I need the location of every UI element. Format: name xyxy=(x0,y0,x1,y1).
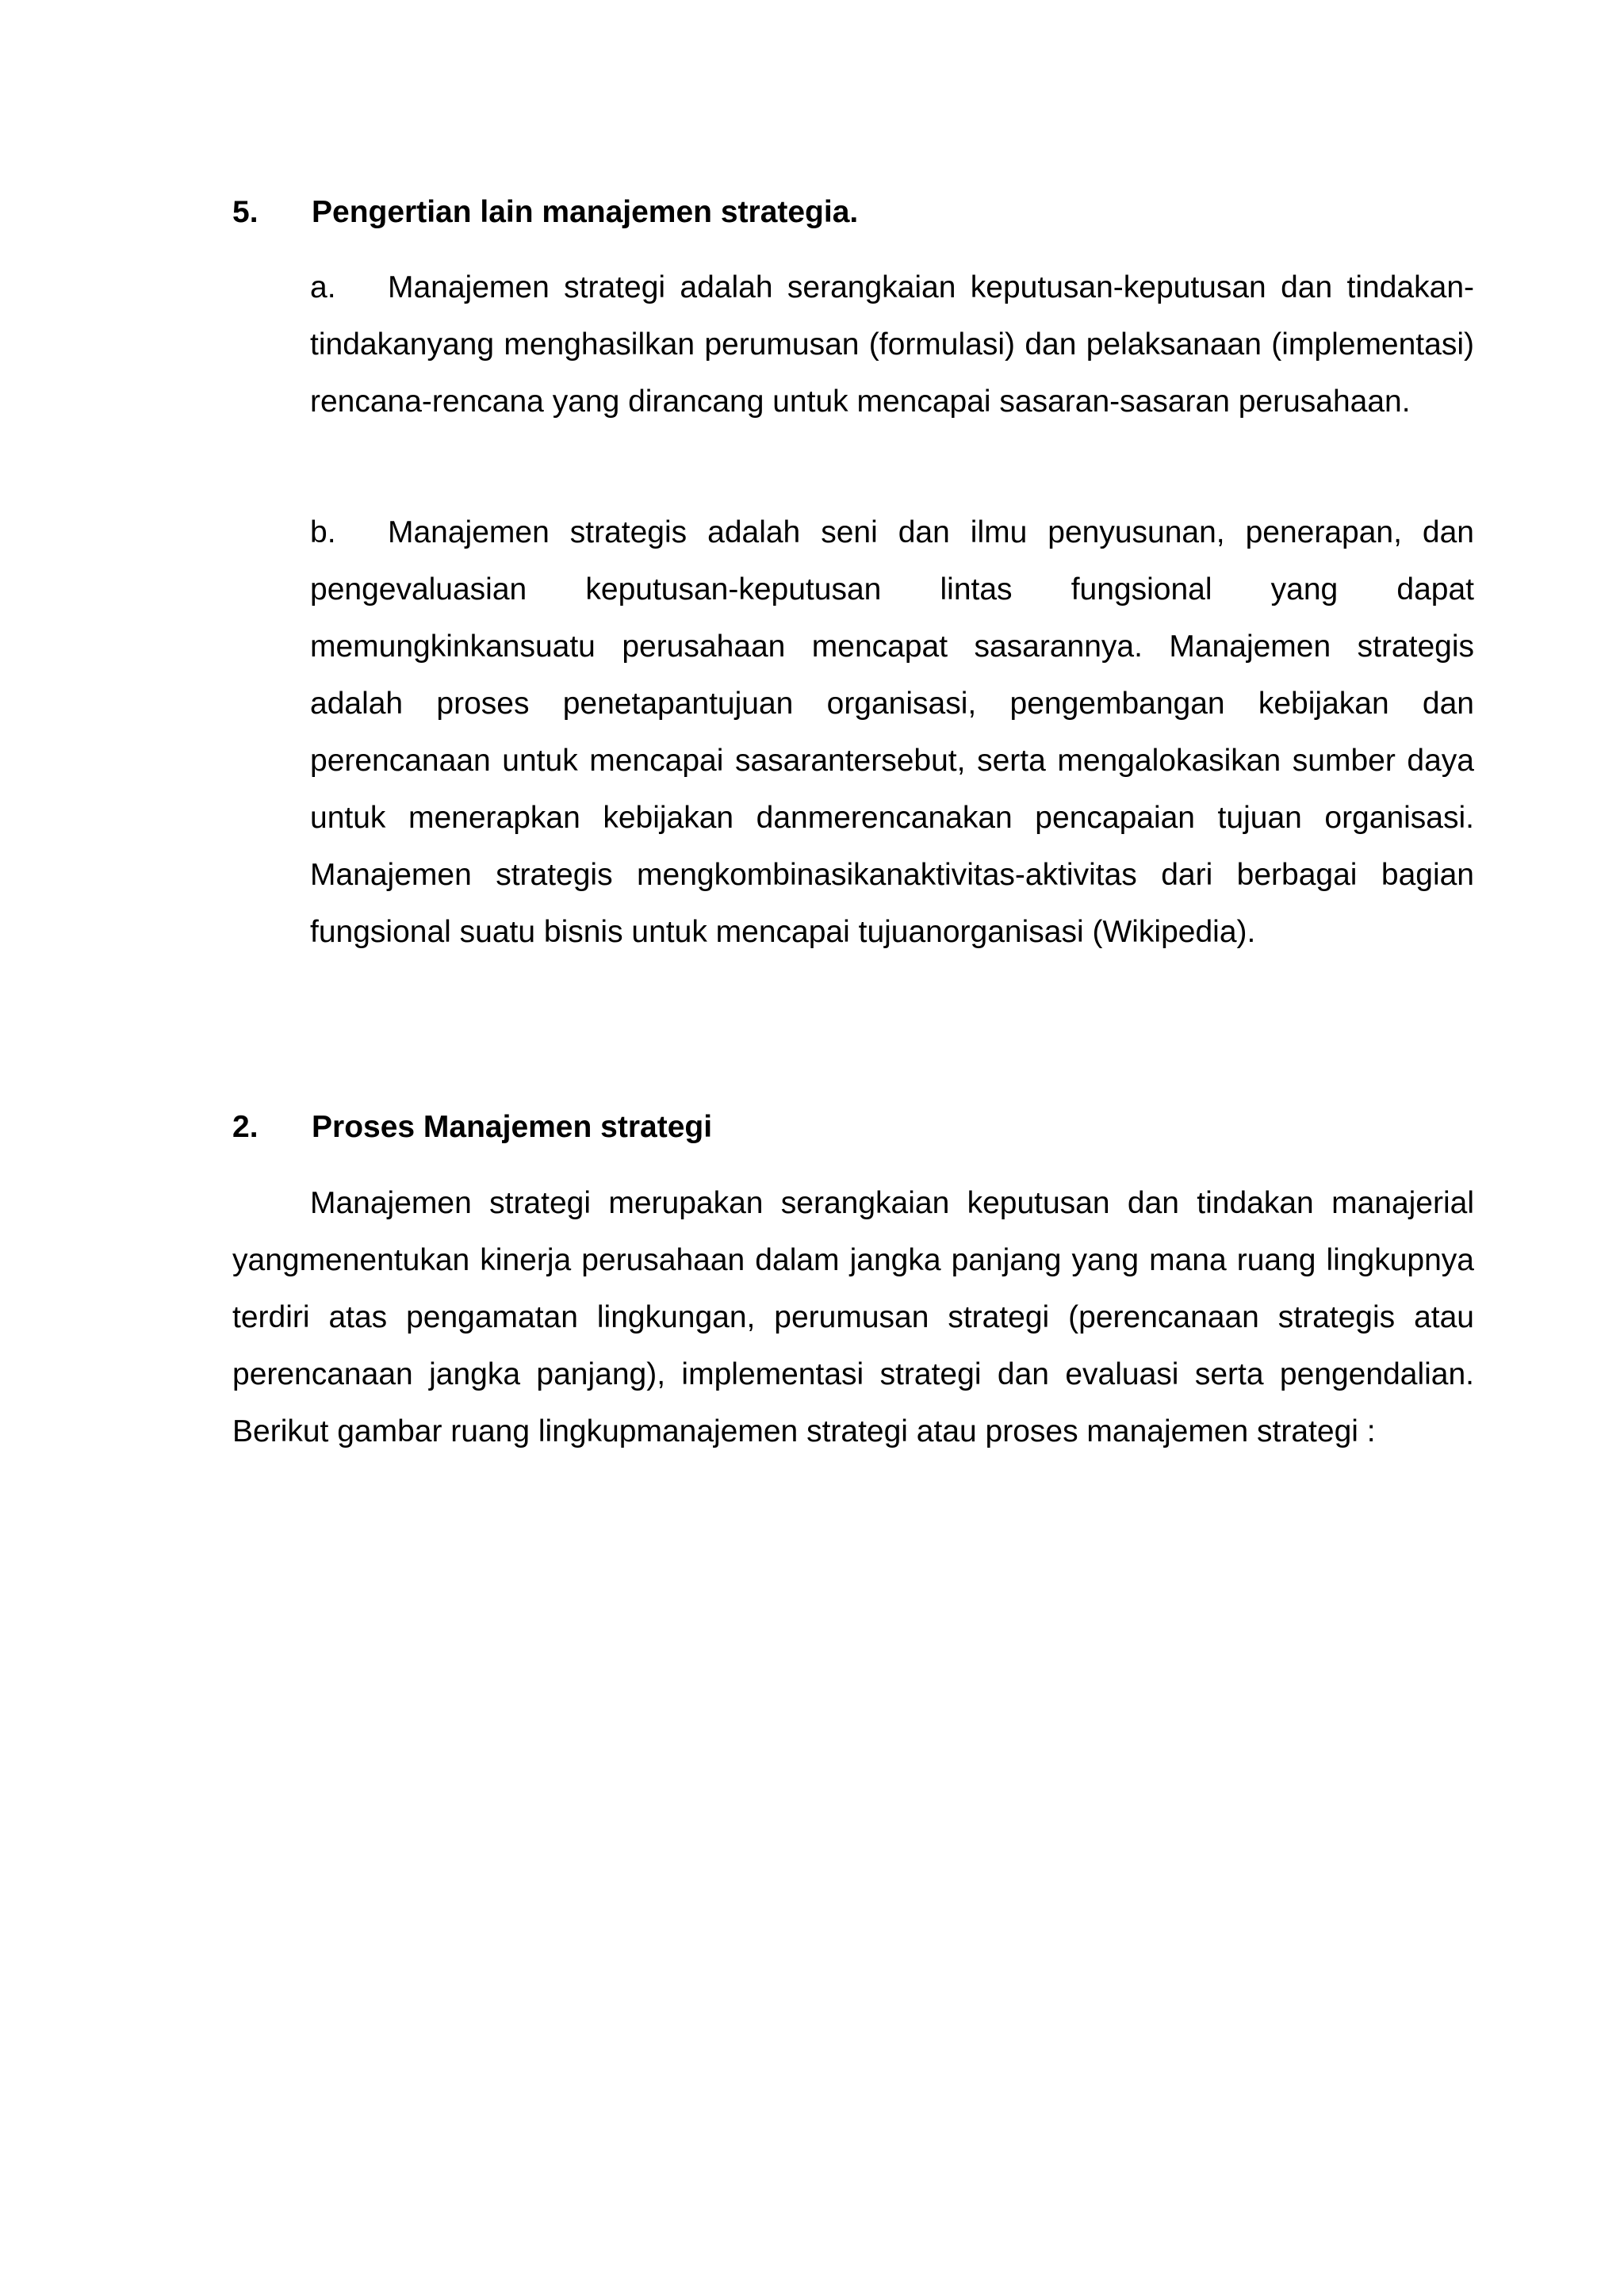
list-item-a xyxy=(310,259,1474,430)
section-2-number: 2. xyxy=(232,1110,259,1144)
list-item-a-marker: a. xyxy=(310,270,336,304)
section-2-heading xyxy=(232,1108,712,1146)
list-item-b-text: Manajemen strategis adalah seni dan ilmu penyusunan, penerapan, dan pengevaluasian keputusan-keputusan lintas fungsional yang dapat memungkinkansuatu perusahaan mencapat sasarannya. Manajemen strategis adalah proses penetapantujuan organisasi, pengembangan kebijakan dan perencanaan untuk mencapai sasarantersebut, serta mengalokasikan sumber daya untuk menerapkan kebijakan danmerencanakan pencapaian tujuan organisasi. Manajemen strategis mengkombinasikanaktivitas-aktivitas dari berbagai bagian fungsional suatu bisnis untuk mencapai tujuanorganisasi (Wikipedia). xyxy=(310,515,1474,949)
section-2-title: Proses Manajemen strategi xyxy=(312,1110,713,1144)
section-5-title: Pengertian lain manajemen strategia. xyxy=(312,195,859,229)
section-5-heading xyxy=(232,193,858,232)
list-item-a-text: Manajemen strategi adalah serangkaian keputusan-keputusan dan tindakan-tindakanyang menghasilkan perumusan (formulasi) dan pelaksanaan (implementasi) rencana-rencana yang dirancang untuk mencapai sasaran-sasaran perusahaan. xyxy=(310,270,1474,419)
section-2-paragraph: Manajemen strategi merupakan serangkaian keputusan dan tindakan manajerial yangmenentukan kinerja perusahaan dalam jangka panjang yang mana ruang lingkupnya terdiri atas pengamatan lingkungan, perumusan strategi (perencanaan strategis atau perencanaan jangka panjang), implementasi strategi dan evaluasi serta pengendalian. Berikut gambar ruang lingkupmanajemen strategi atau proses manajemen strategi : xyxy=(232,1186,1474,1448)
list-item-b xyxy=(310,504,1474,961)
section-5-number: 5. xyxy=(232,195,259,229)
list-item-b-marker: b. xyxy=(310,515,336,549)
